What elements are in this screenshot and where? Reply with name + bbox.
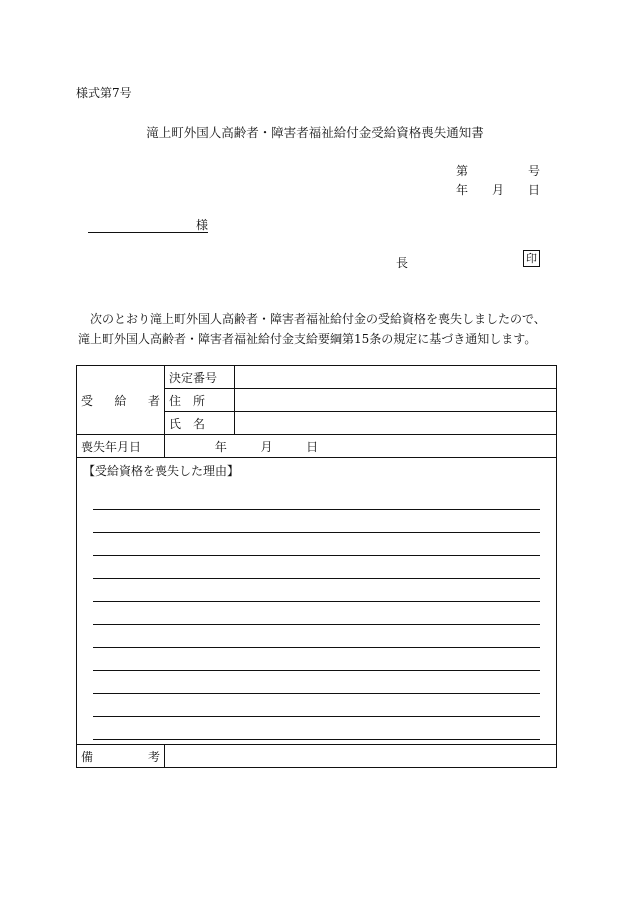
name-value[interactable] bbox=[235, 412, 557, 435]
ruled-line bbox=[93, 648, 540, 671]
ruled-line bbox=[93, 579, 540, 602]
ruled-line bbox=[93, 671, 540, 694]
loss-day: 日 bbox=[306, 439, 319, 454]
loss-month: 月 bbox=[260, 439, 273, 454]
decision-number-value[interactable] bbox=[235, 366, 557, 389]
ruled-line bbox=[93, 602, 540, 625]
ruled-line bbox=[93, 533, 540, 556]
recipient-header: 受 給 者 bbox=[77, 366, 165, 435]
ruled-line bbox=[93, 510, 540, 533]
issuer-title: 長 bbox=[396, 256, 409, 270]
reason-label: 【受給資格を喪失した理由】 bbox=[83, 464, 240, 478]
remarks-label: 備 考 bbox=[77, 745, 165, 768]
ruled-line bbox=[93, 694, 540, 717]
address-label: 住 所 bbox=[165, 389, 235, 412]
name-label: 氏 名 bbox=[165, 412, 235, 435]
date-year: 年 bbox=[456, 183, 469, 197]
document-title: 滝上町外国人高齢者・障害者福祉給付金受給資格喪失通知書 bbox=[146, 125, 484, 140]
loss-date-label: 喪失年月日 bbox=[77, 435, 165, 458]
notification-table bbox=[76, 365, 557, 768]
remarks-value[interactable] bbox=[165, 745, 557, 768]
decision-number-label: 決定番号 bbox=[165, 366, 235, 389]
date-day: 日 bbox=[527, 183, 540, 197]
ruled-line bbox=[93, 556, 540, 579]
document-date-line bbox=[456, 181, 540, 198]
reason-section[interactable] bbox=[77, 458, 557, 745]
loss-year: 年 bbox=[214, 439, 227, 454]
loss-date-value[interactable] bbox=[165, 435, 557, 458]
number-suffix: 号 bbox=[527, 164, 540, 178]
recipient-name-line bbox=[88, 216, 208, 233]
seal-mark: 印 bbox=[523, 250, 540, 267]
ruled-line bbox=[93, 625, 540, 648]
date-month: 月 bbox=[491, 183, 504, 197]
address-value[interactable] bbox=[235, 389, 557, 412]
form-number: 様式第7号 bbox=[76, 86, 132, 100]
ruled-line bbox=[93, 487, 540, 510]
ruled-line bbox=[93, 717, 540, 740]
recipient-suffix: 様 bbox=[195, 218, 208, 232]
notice-body: 次のとおり滝上町外国人高齢者・障害者福祉給付金の受給資格を喪失しましたので、滝上町外国人高齢者・障害者福祉給付金支給要綱第15条の規定に基づき通知します。 bbox=[78, 312, 546, 346]
number-prefix: 第 bbox=[456, 164, 469, 178]
document-number-line bbox=[456, 162, 540, 179]
reason-ruled-lines bbox=[93, 487, 540, 740]
